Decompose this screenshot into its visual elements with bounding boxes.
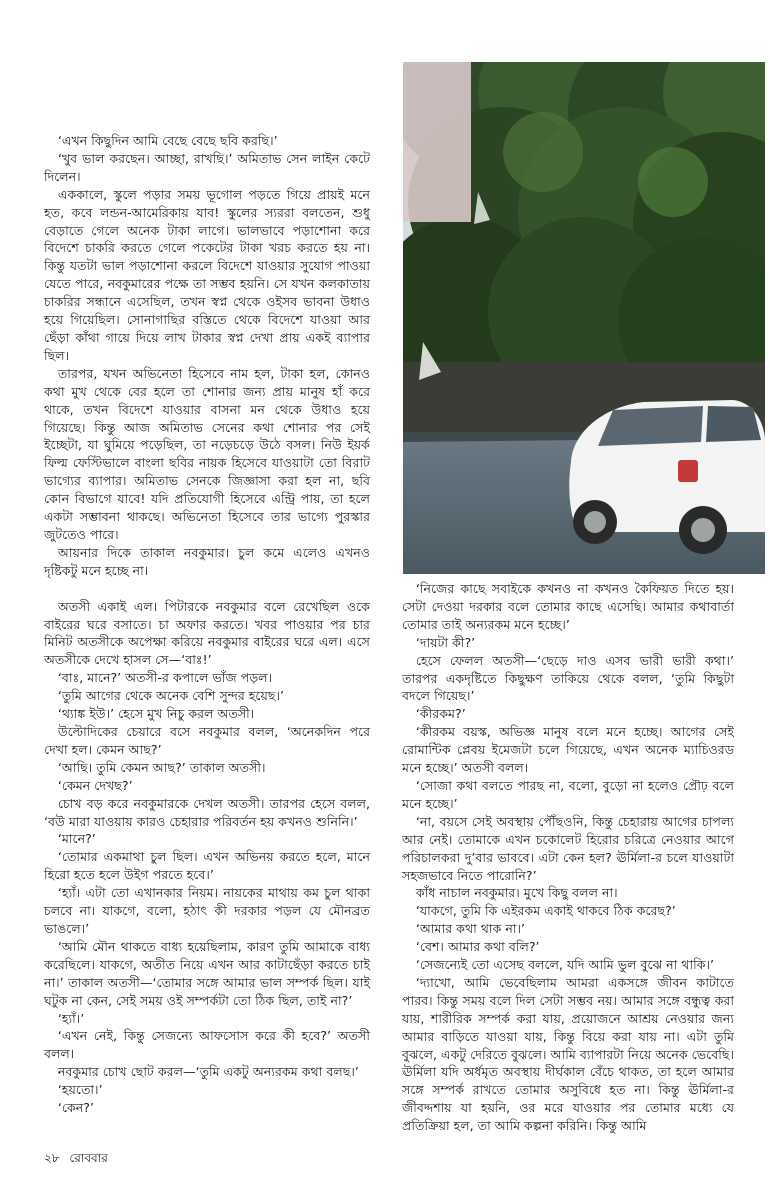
paragraph: ‘দায়টা কী?’: [415, 634, 476, 650]
right-text-column: [402, 580, 734, 1135]
paragraph: ‘নিজের কাছে সবাইকে কখনও না কখনও কৈফিয়ত দিতে হয়। সেটা দেওয়া দরকার বলে তোমার কাছে এসেছি। আমার কথাবার্তা তোমার তাই অন্যরকম মনে হচ্ছে।’: [402, 581, 734, 632]
paragraph: ‘আছি। তুমি কেমন আছ?’ তাকাল অতসী।: [57, 759, 266, 775]
paragraph: ‘তোমার একমাথা চুল ছিল। এখন অভিনয় করতে হলে, মানে হিরো হতে হলে উইগ পরতে হবে।’: [44, 849, 370, 883]
hanging-banner: [403, 62, 471, 222]
paragraph: উল্টোদিকের চেয়ারে বসে নবকুমার বলল, ‘অনেকদিন পরে দেখা হল। কেমন আছ?’: [44, 724, 370, 757]
paragraph: ‘হ্যাঁ। এটা তো এখানকার নিয়ম। নায়কের মাথায় কম চুল থাকা চলবে না। যাকগে, বলো, হঠাৎ কী দরকার পড়ল যে মৌনব্রত ভাঙলে।’: [44, 885, 370, 936]
paragraph: চোখ বড় করে নবকুমারকে দেখল অতসী। তারপর হেসে বলল, ‘বউ মারা যাওয়ায় কারও চেহারার পরিবর্তন হয় কখনও শুনিনি।’: [44, 795, 370, 829]
paragraph: ‘সোজা কথা বলতে পারছ না, বলো, বুড়ো না হলেও প্রৌঢ় বলে মনে হচ্ছে।’: [402, 777, 734, 811]
paragraph: আয়নার দিকে তাকাল নবকুমার। চুল কমে এলেও এখনও দৃষ্টিকটু মনে হচ্ছে না।: [44, 544, 370, 578]
paragraph: ‘যাকগে, তুমি কি এইরকম একাই থাকবে ঠিক করেছ?’: [415, 903, 676, 919]
paragraph: নবকুমার চোখ ছোট করল—‘তুমি একটু অন্যরকম কথা বলছ।’: [57, 1064, 359, 1080]
paragraph: ‘কীরকম?’: [415, 706, 466, 722]
paragraph: ‘এখন কিছুদিন আমি বেছে বেছে ছবি করছি।’: [57, 133, 278, 148]
left-text-column: [44, 132, 370, 1117]
paragraph: ‘সেজন্যেই তো এসেছ বললে, যদি আমি ভুল বুঝে না থাকি।’: [415, 957, 715, 973]
paragraph: ‘হয়তো।’: [57, 1082, 103, 1098]
paragraph: ‘আমি মৌন থাকতে বাধ্য হয়েছিলাম, কারণ তুমি আমাকে বাধ্য করেছিলে। যাকগে, অতীত নিয়ে এখন আর কাটাছেঁড়া করতে চাই না।’ তাকাল অতসী—‘তোমার সঙ্গে আমার ভাল সম্পর্ক ছিল। যাই ঘটুক না কেন, সেই সময় ওই সম্পর্কটা তো ঠিক ছিল, তাই না?’: [44, 938, 370, 1008]
paragraph: ‘তুমি আগের থেকে অনেক বেশি সুন্দর হয়েছ।’: [57, 688, 285, 704]
paragraph: অতসী একাই এল। পিটারকে নবকুমার বলে রেখেছিল ওকে বাইরের ঘরে বসাতে। চা অফার করতে। খবর পাওয়ার পর চার মিনিট অতসীকে অপেক্ষা করিয়ে নবকুমার বাইরের ঘরে এল। এসে অতসীকে দেখে হাসল সে—‘বাঃ!’: [44, 598, 370, 668]
page-footer: [44, 1150, 114, 1170]
paragraph: ‘বাঃ, মানে?’ অতসী-র কপালে ভাঁজ পড়ল।: [57, 670, 273, 686]
paragraph: এককালে, স্কুলে পড়ার সময় ভূগোল পড়তে গিয়ে প্রায়ই মনে হত, কবে লন্ডন-আমেরিকায় যাব! স্কুলের স্যররা বলতেন, শুধু বেড়াতে গেলে অনেক টাকা লাগে। ভালভাবে পড়াশোনা করে বিদেশে চাকরি করতে গেলে পকেটের টাকা খরচ করতে হয় না। কিন্তু যতটা ভাল পড়াশোনা করলে বিদেশে যাওয়ার সুযোগ পাওয়া যেতে পারে, নবকুমারের পক্ষে তা সম্ভব হয়নি। সে যখন কলকাতায় চাকরির সন্ধানে এসেছিল, তখন স্বপ্ন থেকে ওইসব ভাবনা উধাও হয়ে গিয়েছিল। সোনাগাছির বস্তিতে থেকে বিদেশে যাওয়া আর ছেঁড়া কাঁথা গায়ে দিয়ে লাখ টাকার স্বপ্ন দেখা প্রায় একই ব্যাপার ছিল।: [44, 186, 370, 363]
paragraph: ‘কেন?’: [57, 1100, 94, 1116]
paragraph: ‘থ্যাঙ্ক ইউ।’ হেসে মুখ নিচু করল অতসী।: [57, 706, 255, 722]
paragraph: ‘কেমন দেখছ?’: [57, 777, 133, 793]
page-number: ২৮: [44, 1151, 60, 1165]
paragraph: তারপর, যখন অভিনেতা হিসেবে নাম হল, টাকা হল, কোনও কথা মুখ থেকে বের হলে তা শোনার জন্য প্রায় মানুষ হাঁ করে থাকে, তখন বিদেশে যাওয়ার বাসনা মন থেকে উধাও হয়ে গিয়েছে। কিন্তু আজ অমিতাভ সেনের কথা শোনার পর সেই ইচ্ছেটা, যা ঘুমিয়ে পড়েছিল, তা নড়েচড়ে উঠে বসল। নিউ ইয়র্ক ফিল্ম ফেস্টিভালে বাংলা ছবির নায়ক হিসেবে যাওয়াটা তো বিরাট ভাগ্যের ব্যাপার। অমিতাভ সেনকে জিজ্ঞাসা করা হল না, ছবি কোন বিভাগে যাবে! যদি প্রতিযোগী হিসেবে এন্ট্রি পায়, তা হলে একটা সম্ভাবনা থাকছে। অভিনেতা হিসেবে তার ভাগ্যে পুরস্কার জুটতেও পারে।: [44, 365, 370, 542]
paragraph: ‘কীরকম বয়স্ক, অভিজ্ঞ মানুষ বলে মনে হচ্ছে। আগের সেই রোমান্টিক প্লেবয় ইমেজটা চলে গিয়েছে, এখন অনেক ম্যাচিওরড মনে হচ্ছে।’ অতসী বলল।: [402, 724, 734, 776]
paragraph: ‘বেশ। আমার কথা বলি?’: [415, 939, 540, 955]
paragraph: ‘দ্যাখো, আমি ভেবেছিলাম আমরা একসঙ্গে জীবন কাটাতে পারব। কিন্তু সময় বলে দিল সেটা সম্ভব নয়। আমার সঙ্গে বন্ধুত্ব করা যায়, শারীরিক সম্পর্ক করা যায়, প্রয়োজনে আশ্রয় নেওয়ার জন্য আমার বাড়িতে যাওয়া যায়, কিন্তু বিয়ে করা যায় না। এটা তুমি বুঝলে, একটু দেরিতে বুঝলে। আমি ব্যাপারটা নিয়ে অনেক ভেবেছি। ঊর্মিলা যদি অর্ধমৃত অবস্থায় দীর্ঘকাল বেঁচে থাকত, তা হলে আমার সঙ্গে সম্পর্ক রাখতে তোমার অসুবিধে হত না। কিন্তু ঊর্মিলা-র জীবদ্দশায় যা হয়নি, ওর মরে যাওয়ার পর তোমার মধ্যে যে প্রতিক্রিয়া হল, তা আমি কল্পনা করিনি। কিন্তু আমি: [402, 974, 734, 1134]
paragraph: ‘আমার কথা থাক না।’: [415, 921, 526, 937]
street-photo: [403, 62, 765, 574]
paragraph: হেসে ফেলল অতসী—‘ছেড়ে দাও এসব ভারী ভারী কথা।’ তারপর একদৃষ্টিতে কিছুক্ষণ তাকিয়ে থেকে বলল, ‘তুমি কিছুটা বদলে গিয়েছ।’: [402, 652, 734, 704]
paragraph: ‘মানে?’: [57, 831, 96, 847]
magazine-name: রোববার: [69, 1151, 108, 1165]
paragraph: ‘খুব ভাল করছেন। আচ্ছা, রাখছি।’ অমিতাভ সেন লাইন কেটে দিলেন।: [44, 150, 370, 184]
paragraph: ‘এখন নেই, কিন্তু সেজন্যে আফসোস করে কী হবে?’ অতসী বলল।: [44, 1028, 370, 1062]
paragraph: ‘না, বয়সে সেই অবস্থায় পৌঁছওনি, কিন্তু চেহারায় আগের চাপল্য আর নেই। তোমাকে এখন চকোলেট হিরোর চরিত্রে নেওয়ার আগে পরিচালকরা দু’বার ভাববে। এটা কেন হল? ঊর্মিলা-র চলে যাওয়াটা সহজভাবে নিতে পারোনি?’: [402, 813, 734, 883]
paragraph: ‘হ্যাঁ।’: [57, 1010, 85, 1026]
white-car: [569, 400, 765, 554]
paragraph: কাঁধ নাচাল নবকুমার। মুখে কিছু বলল না।: [415, 885, 618, 901]
